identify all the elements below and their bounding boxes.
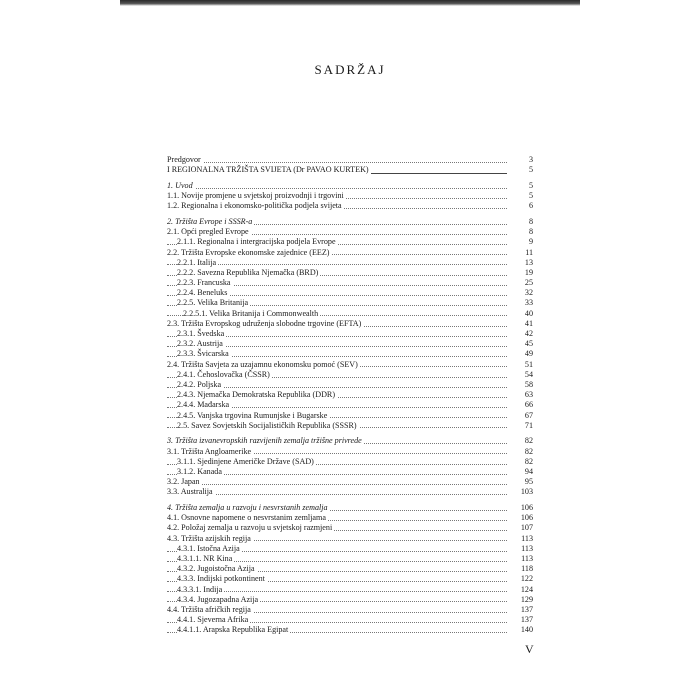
- toc-entry-label: 2.3.2. Austrija: [177, 339, 223, 349]
- table-of-contents: [167, 155, 533, 641]
- toc-entry-page: 118: [509, 564, 533, 574]
- toc-entry-page: 66: [509, 400, 533, 410]
- toc-section: [167, 181, 533, 212]
- toc-entry-label: 2.2.5. Velika Britanija: [177, 298, 249, 308]
- toc-entry-label: 4.2. Položaj zemalja u razvoju u svjetskoj razmjeni: [167, 523, 333, 533]
- toc-entry-label: 2.4.1. Čehoslovačka (ČSSR): [177, 369, 270, 379]
- toc-section: [167, 503, 533, 635]
- toc-entry-label: 2.1. Opći pregled Evrope: [167, 227, 249, 237]
- toc-entry-page: 11: [509, 248, 533, 258]
- toc-entry-label: 4. Tržišta zemalja u razvoju i nesvrstanih zemalja: [167, 503, 328, 512]
- toc-entry: [167, 615, 533, 625]
- toc-entry: [167, 155, 533, 165]
- toc-entry-page: 49: [509, 349, 533, 359]
- scan-top-edge: [120, 0, 580, 6]
- toc-entry: [167, 554, 533, 564]
- toc-entry: [167, 278, 533, 288]
- toc-entry-page: 41: [509, 319, 533, 329]
- toc-entry-page: 9: [509, 237, 533, 247]
- toc-entry-page: 103: [509, 487, 533, 497]
- toc-entry: [167, 421, 533, 431]
- toc-entry: [167, 411, 533, 421]
- toc-entry-page: 71: [509, 421, 533, 431]
- toc-entry: [167, 309, 533, 319]
- toc-entry-page: 63: [509, 390, 533, 400]
- toc-entry: [167, 165, 533, 175]
- toc-entry-page: 32: [509, 288, 533, 298]
- toc-entry: [167, 227, 533, 237]
- toc-entry: [167, 380, 533, 390]
- toc-entry-label: 4.4. Tržišta afričkih regija: [167, 604, 251, 614]
- toc-entry: [167, 487, 533, 497]
- toc-entry-page: 137: [509, 605, 533, 615]
- toc-entry: [167, 595, 533, 605]
- toc-entry: [167, 339, 533, 349]
- toc-entry-page: 8: [509, 217, 533, 227]
- toc-entry-page: 33: [509, 298, 533, 308]
- toc-entry: [167, 298, 533, 308]
- toc-entry: [167, 288, 533, 298]
- toc-entry-page: 42: [509, 329, 533, 339]
- toc-entry-label: 2.2.1. Italija: [177, 257, 217, 267]
- toc-entry-page: 54: [509, 370, 533, 380]
- toc-entry-page: 5: [509, 191, 533, 201]
- toc-entry-label: 2.4.2. Poljska: [177, 379, 222, 389]
- toc-entry-page: 107: [509, 523, 533, 533]
- toc-entry-label: 2. Tržišta Evrope i SSSR-a: [167, 216, 253, 226]
- toc-entry-page: 95: [509, 477, 533, 487]
- toc-entry: [167, 360, 533, 370]
- toc-entry-label: 1.2. Regionalna i ekonomsko-politička podjela svijeta: [167, 201, 342, 211]
- toc-entry: [167, 181, 533, 191]
- toc-entry-label: 4.3.3.1. Indija: [177, 584, 223, 594]
- toc-section: [167, 217, 533, 431]
- toc-entry-page: 3: [509, 155, 533, 165]
- page-title: SADRŽAJ: [314, 62, 386, 77]
- toc-entry-label: 4.3.4. Jugozapadna Azija: [177, 594, 259, 604]
- toc-entry: [167, 237, 533, 247]
- toc-entry-page: 58: [509, 380, 533, 390]
- toc-entry-label: 2.5. Savez Sovjetskih Socijalističkih Republika (SSSR): [177, 420, 357, 430]
- toc-entry-page: 94: [509, 467, 533, 477]
- toc-entry-label: 2.1.1. Regionalna i intergracijska podjela Evrope: [177, 237, 336, 247]
- toc-entry-page: 113: [509, 534, 533, 544]
- toc-entry: [167, 534, 533, 544]
- toc-entry: [167, 447, 533, 457]
- toc-entry: [167, 523, 533, 533]
- toc-entry-label: 2.4.4. Mađarska: [177, 400, 230, 410]
- toc-entry-label: 2.4.5. Vanjska trgovina Rumunjske i Bugarske: [177, 410, 328, 420]
- toc-entry-label: Predgovor: [167, 155, 201, 164]
- toc-entry-label: 4.1. Osnovne napomene o nesvrstanim zemljama: [167, 513, 326, 523]
- dot-leader: [167, 484, 507, 485]
- toc-entry-label: 3.1.2. Kanada: [177, 466, 222, 476]
- toc-entry: [167, 268, 533, 278]
- toc-entry-label: 3. Tržišta izvanevropskih razvijenih zemalja tržišne privrede: [167, 436, 362, 446]
- toc-section: [167, 436, 533, 497]
- toc-entry-page: 19: [509, 268, 533, 278]
- toc-entry-label: I REGIONALNA TRŽIŠTA SVIJETA (Dr PAVAO KURTEK): [167, 165, 369, 175]
- toc-entry-page: 82: [509, 457, 533, 467]
- toc-entry: [167, 457, 533, 467]
- toc-entry-label: 3.1.1. Sjedinjene Američke Države (SAD): [177, 456, 314, 466]
- toc-entry-page: 137: [509, 615, 533, 625]
- toc-entry-label: 4.3. Tržišta azijskih regija: [167, 533, 251, 543]
- toc-entry: [167, 201, 533, 211]
- toc-entry-label: 4.3.2. Jugoistočna Azija: [177, 564, 255, 574]
- toc-entry-label: 1.1. Novije promjene u svjetskoj proizvodnji i trgovini: [167, 191, 344, 201]
- toc-entry-label: 2.3.1. Švedska: [177, 329, 225, 338]
- toc-entry-page: 113: [509, 544, 533, 554]
- toc-entry: [167, 390, 533, 400]
- toc-entry-label: 2.4. Tržišta Savjeta za uzajamnu ekonomsku pomoć (SEV): [167, 359, 358, 369]
- toc-entry-label: 2.2. Tržišta Evropske ekonomske zajednice (EEZ): [167, 247, 330, 257]
- toc-entry-label: 4.4.1.1. Arapska Republika Egipat: [177, 625, 289, 635]
- toc-entry: [167, 248, 533, 258]
- toc-entry: [167, 544, 533, 554]
- toc-entry-page: 5: [509, 165, 533, 175]
- toc-entry-label: 2.2.5.1. Velika Britanija i Commonwealth: [183, 308, 319, 318]
- toc-entry-page: 67: [509, 411, 533, 421]
- toc-entry-page: 51: [509, 360, 533, 370]
- toc-entry: [167, 564, 533, 574]
- toc-entry-page: 13: [509, 258, 533, 268]
- toc-entry-label: 3.3. Australija: [167, 487, 213, 497]
- toc-entry-label: 2.2.4. Beneluks: [177, 288, 228, 298]
- toc-entry: [167, 625, 533, 635]
- toc-entry-page: 124: [509, 585, 533, 595]
- toc-entry-label: 2.4.3. Njemačka Demokratska Republika (DDR): [177, 390, 336, 400]
- toc-entry: [167, 349, 533, 359]
- toc-entry-page: 113: [509, 554, 533, 564]
- toc-section: [167, 155, 533, 175]
- toc-entry-label: 1. Uvod: [167, 180, 193, 190]
- toc-entry-label: 4.3.3. Indijski potkontinent: [177, 574, 265, 584]
- toc-entry-page: 82: [509, 447, 533, 457]
- toc-entry-page: 82: [509, 436, 533, 446]
- toc-entry-label: 2.3. Tržišta Evropskog udruženja slobodne trgovine (EFTA): [167, 318, 362, 328]
- toc-entry: [167, 258, 533, 268]
- dot-leader: [167, 188, 507, 189]
- dot-leader: [167, 494, 507, 495]
- toc-entry-label: 4.3.1. Istočna Azija: [177, 543, 240, 553]
- toc-entry-label: 3.1. Tržišta Angloamerike: [167, 446, 252, 456]
- toc-entry: [167, 319, 533, 329]
- toc-entry-page: 5: [509, 181, 533, 191]
- toc-entry: [167, 477, 533, 487]
- dot-leader: [167, 162, 507, 163]
- toc-entry-page: 8: [509, 227, 533, 237]
- toc-entry: [167, 574, 533, 584]
- toc-entry: [167, 436, 533, 446]
- toc-entry: [167, 513, 533, 523]
- toc-entry-page: 106: [509, 503, 533, 513]
- toc-entry-page: 25: [509, 278, 533, 288]
- toc-entry-label: 4.3.1.1. NR Kina: [177, 553, 233, 563]
- toc-entry-page: 140: [509, 625, 533, 635]
- toc-entry-page: 122: [509, 574, 533, 584]
- toc-entry-page: 106: [509, 513, 533, 523]
- toc-entry-label: 2.3.3. Švicarska: [177, 349, 229, 359]
- toc-entry: [167, 585, 533, 595]
- toc-entry-label: 3.2. Japan: [167, 477, 200, 487]
- toc-entry-label: 2.2.2. Savezna Republika Njemačka (BRD): [177, 267, 319, 277]
- toc-entry: [167, 467, 533, 477]
- toc-entry: [167, 503, 533, 513]
- toc-entry: [167, 400, 533, 410]
- toc-entry-label: 4.4.1. Sjeverna Afrika: [177, 615, 249, 625]
- toc-entry-page: 40: [509, 309, 533, 319]
- toc-entry: [167, 329, 533, 339]
- page-number: V: [525, 642, 534, 656]
- toc-entry: [167, 191, 533, 201]
- toc-entry: [167, 370, 533, 380]
- toc-entry-page: 6: [509, 201, 533, 211]
- toc-entry: [167, 217, 533, 227]
- toc-entry-page: 129: [509, 595, 533, 605]
- toc-entry-page: 45: [509, 339, 533, 349]
- toc-entry-label: 2.2.3. Francuska: [177, 278, 231, 288]
- toc-entry: [167, 605, 533, 615]
